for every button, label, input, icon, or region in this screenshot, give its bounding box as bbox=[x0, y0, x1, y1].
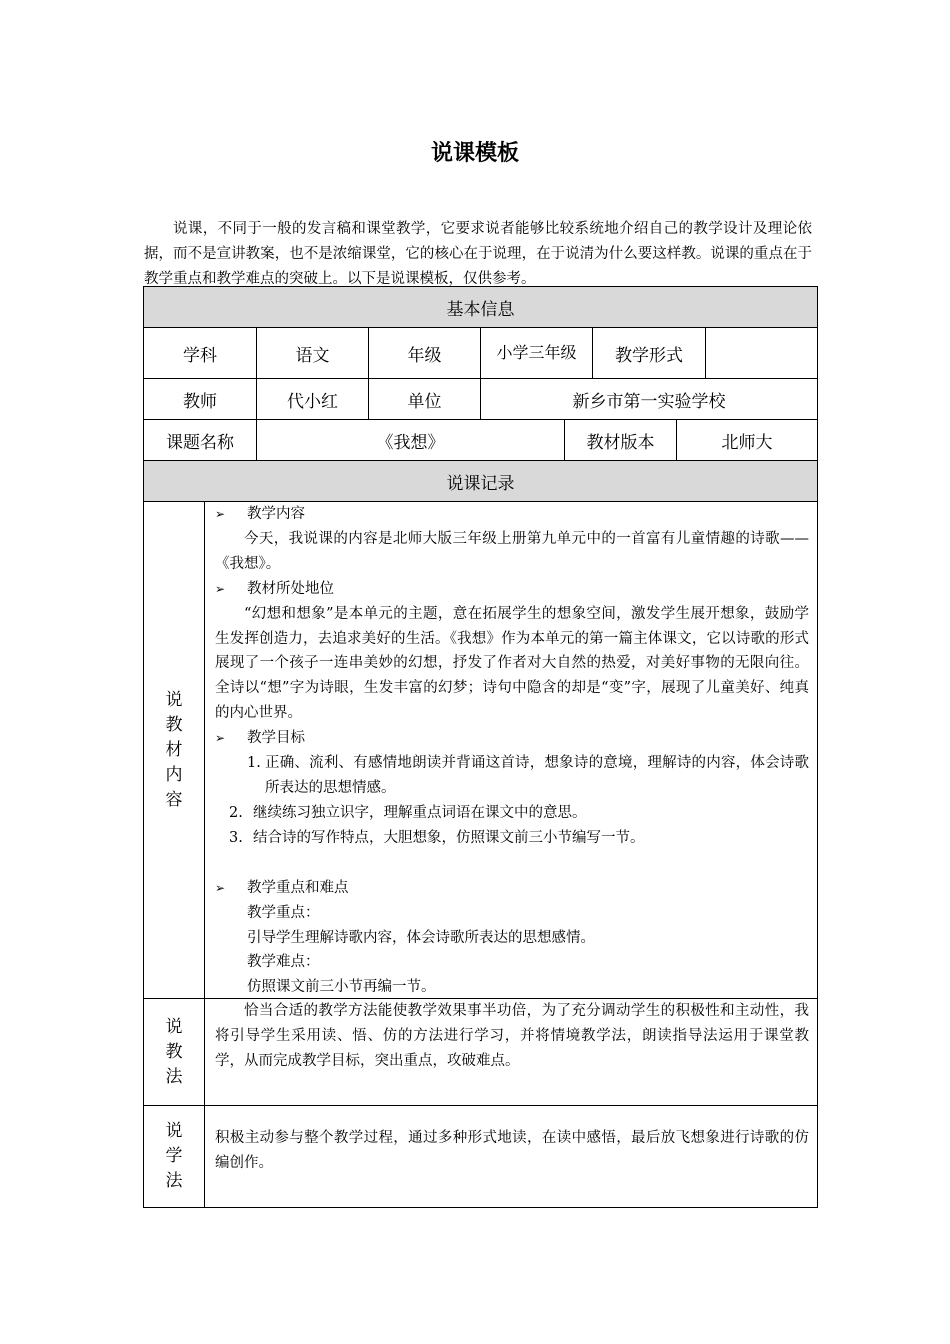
material-label-char: 内 bbox=[165, 764, 183, 785]
goal-number: 3. bbox=[229, 829, 243, 846]
arrow-icon: ➢ bbox=[215, 581, 226, 596]
material-label-char: 材 bbox=[165, 739, 183, 760]
unit-label: 单位 bbox=[368, 378, 481, 420]
unit-value: 新乡市第一实验学校 bbox=[480, 378, 818, 420]
page-title: 说课模板 bbox=[430, 141, 519, 166]
topic-value: 《我想》 bbox=[256, 419, 565, 461]
goal-item bbox=[215, 826, 809, 851]
goal-text: 继续练习独立识字，理解重点词语在课文中的意思。 bbox=[253, 804, 587, 821]
subject-label: 学科 bbox=[143, 327, 257, 379]
material-label-char: 说 bbox=[165, 689, 183, 710]
material-position-text: “幻想和想象”是本单元的主题，意在拓展学生的想象空间，激发学生展开想象，鼓励学生发挥创造力，去追求美好的生活。《我想》作为本单元的第一篇主体课文，它以诗歌的形式展现了一个孩子一连串美妙的幻想，抒发了作者对大自然的热爱，对美好事物的无限向往。全诗以“想”字为诗眼，生发丰富的幻梦；诗句中隐含的却是“变”字，展现了儿童美好、纯真的内心世界。 bbox=[215, 605, 809, 722]
method-section-label bbox=[143, 998, 205, 1106]
goal-number: 1. bbox=[247, 755, 261, 772]
arrow-icon: ➢ bbox=[215, 880, 226, 895]
edition-value: 北师大 bbox=[676, 419, 818, 461]
material-label-char: 容 bbox=[165, 789, 183, 810]
key-point-label: 教学重点： bbox=[247, 904, 320, 921]
study-label-char: 说 bbox=[165, 1121, 183, 1141]
bullet-heading bbox=[215, 577, 809, 602]
material-content bbox=[204, 501, 818, 999]
teacher-value: 代小红 bbox=[256, 378, 369, 420]
goal-text: 结合诗的写作特点，大胆想象，仿照课文前三小节编写一节。 bbox=[253, 829, 645, 846]
bullet-heading bbox=[215, 726, 809, 751]
goal-item bbox=[215, 751, 809, 801]
goal-item bbox=[215, 801, 809, 826]
method-label-char: 教 bbox=[165, 1041, 183, 1062]
arrow-icon: ➢ bbox=[215, 507, 226, 521]
key-point-text: 引导学生理解诗歌内容，体会诗歌所表达的思想感情。 bbox=[247, 929, 595, 946]
grade-label: 年级 bbox=[368, 327, 481, 379]
subject-value: 语文 bbox=[256, 327, 369, 379]
heading-teaching-goals: 教学目标 bbox=[247, 730, 305, 747]
heading-material-position: 教材所处地位 bbox=[247, 580, 334, 597]
teaching-form-label: 教学形式 bbox=[592, 327, 706, 379]
difficulty-text: 仿照课文前三小节再编一节。 bbox=[247, 979, 436, 996]
study-label-char: 法 bbox=[165, 1171, 183, 1191]
teaching-form-value bbox=[705, 327, 818, 379]
method-label-char: 法 bbox=[165, 1066, 183, 1087]
heading-teaching-content: 教学内容 bbox=[247, 506, 305, 522]
heading-key-points: 教学重点和难点 bbox=[247, 879, 349, 896]
material-section-label bbox=[143, 501, 205, 999]
intro-paragraph: 说课，不同于一般的发言稿和课堂教学，它要求说者能够比较系统地介绍自己的教学设计及理论依据，而不是宣讲教案，也不是浓缩课堂，它的核心在于说理，在于说清为什么要这样教。说课的重点在于教学重点和教学难点的突破上。以下是说课模板，仅供参考。 bbox=[144, 220, 812, 287]
record-header: 说课记录 bbox=[143, 460, 818, 502]
teaching-content-text: 今天，我说课的内容是北师大版三年级上册第九单元中的一首富有儿童情趣的诗歌——《我想》。 bbox=[215, 530, 809, 572]
material-label-char: 教 bbox=[165, 714, 183, 735]
grade-value: 小学三年级 bbox=[480, 327, 593, 379]
difficulty-label: 教学难点： bbox=[247, 954, 320, 971]
method-content bbox=[204, 998, 818, 1106]
study-text: 积极主动参与整个教学过程，通过多种形式地读，在读中感悟，最后放飞想象进行诗歌的仿编创作。 bbox=[215, 1130, 809, 1171]
edition-label: 教材版本 bbox=[564, 419, 677, 461]
study-section-label bbox=[143, 1105, 205, 1208]
bullet-heading bbox=[215, 502, 809, 527]
basic-info-header: 基本信息 bbox=[143, 286, 818, 328]
method-text: 恰当合适的教学方法能使教学效果事半功倍，为了充分调动学生的积极性和主动性，我将引导学生采用读、悟、仿的方法进行学习，并将情境教学法，朗读指导法运用于课堂教学，从而完成教学目标，突出重点，攻破难点。 bbox=[215, 1003, 809, 1069]
goal-text: 正确、流利、有感情地朗读并背诵这首诗，想象诗的意境，理解诗的内容，体会诗歌所表达的思想情感。 bbox=[265, 755, 809, 796]
study-content bbox=[204, 1105, 818, 1208]
study-label-char: 学 bbox=[165, 1146, 183, 1166]
arrow-icon: ➢ bbox=[215, 731, 226, 746]
method-label-char: 说 bbox=[165, 1016, 183, 1037]
topic-label: 课题名称 bbox=[143, 419, 257, 461]
teacher-label: 教师 bbox=[143, 378, 257, 420]
goal-number: 2. bbox=[229, 804, 243, 821]
bullet-heading bbox=[215, 876, 809, 901]
